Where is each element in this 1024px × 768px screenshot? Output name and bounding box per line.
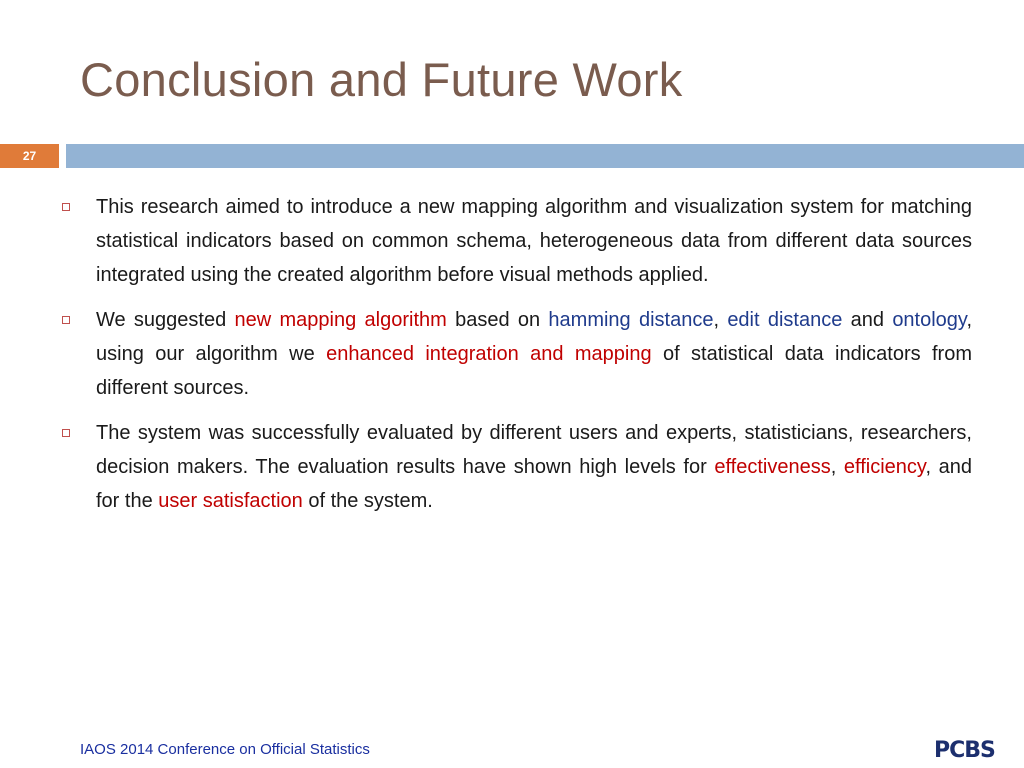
bullet-text-segment: and bbox=[842, 309, 893, 331]
bullet-text-segment: This research aimed to introduce a new mapping algorithm and visualization system for matching statistical indicators based on common schema, heterogeneous data from different data sources integrated using the created algorithm before visual methods applied. bbox=[96, 196, 972, 286]
bullet-list bbox=[62, 190, 972, 529]
square-bullet-icon bbox=[62, 203, 70, 211]
highlighted-term: efficiency bbox=[843, 456, 926, 478]
slide-title: Conclusion and Future Work bbox=[80, 53, 683, 106]
highlighted-term: hamming distance bbox=[548, 309, 714, 331]
bullet-text-segment: based on bbox=[446, 309, 549, 331]
highlighted-term: ontology bbox=[892, 309, 967, 331]
bullet-text-segment: of statistical data indicators from different sources. bbox=[96, 343, 972, 399]
bullet-text-segment: We suggested bbox=[96, 309, 235, 331]
highlighted-term: enhanced integration and mapping bbox=[326, 343, 652, 365]
bullet-text bbox=[96, 190, 972, 292]
header-band bbox=[66, 144, 1024, 168]
slide-number: 27 bbox=[0, 144, 59, 168]
highlighted-term: effectiveness bbox=[714, 456, 831, 478]
highlighted-term: user satisfaction bbox=[158, 490, 303, 512]
square-bullet-icon bbox=[62, 429, 70, 437]
bullet-text-segment: , bbox=[830, 456, 844, 478]
bullet-text bbox=[96, 303, 972, 405]
bullet-text bbox=[96, 416, 972, 518]
bullet-text-segment: , using our algorithm we bbox=[96, 309, 973, 365]
square-bullet-icon bbox=[62, 316, 70, 324]
bullet-item bbox=[62, 190, 972, 292]
bullet-text-segment: of the system. bbox=[302, 490, 433, 512]
footer-conference: IAOS 2014 Conference on Official Statistics bbox=[80, 741, 370, 758]
bullet-text-segment: , bbox=[713, 309, 728, 331]
bullet-item bbox=[62, 303, 972, 405]
highlighted-term: edit distance bbox=[727, 309, 843, 331]
highlighted-term: new mapping algorithm bbox=[234, 309, 447, 331]
bullet-text-segment: , and for the bbox=[96, 456, 972, 512]
bullet-item bbox=[62, 416, 972, 518]
pcbs-logo: PCBS bbox=[934, 738, 995, 763]
bullet-text-segment: The system was successfully evaluated by different users and experts, statisticians, researchers, decision makers. The evaluation results have shown high levels for bbox=[96, 422, 972, 478]
